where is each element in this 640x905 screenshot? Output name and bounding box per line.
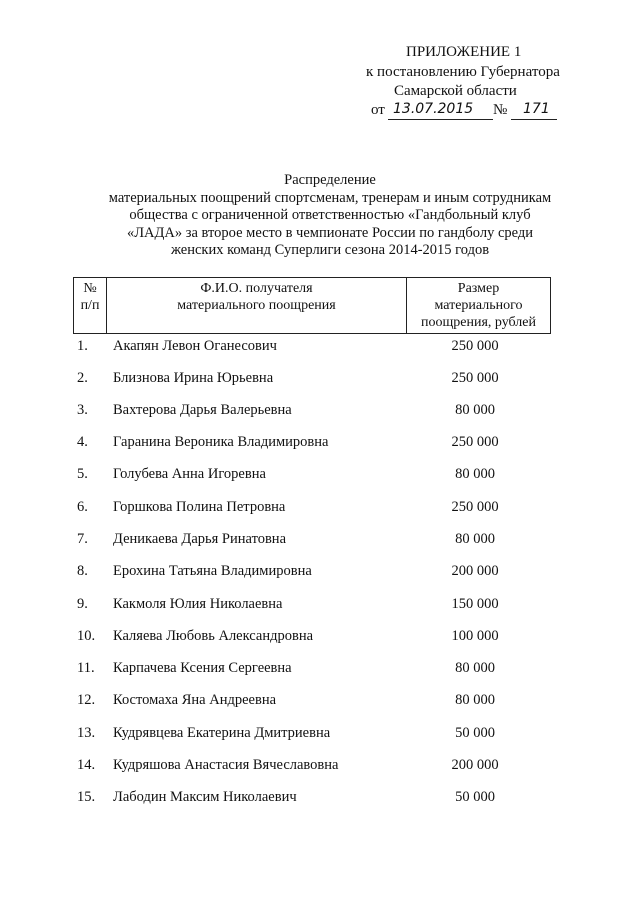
table-row: 2. Близнова Ирина Юрьевна 250 000	[77, 370, 499, 386]
header-recipient-name: Ф.И.О. получателя материального поощрения	[106, 278, 406, 333]
number-underline	[511, 119, 557, 120]
table-row: 13. Кудрявцева Екатерина Дмитриевна 50 000	[77, 725, 495, 741]
table-row: 7. Деникаева Дарья Ринатовна 80 000	[77, 531, 495, 547]
table-row: 9. Какмоля Юлия Николаевна 150 000	[77, 596, 499, 612]
table-row: 15. Лабодин Максим Николаевич 50 000	[77, 789, 495, 805]
date-prefix: от	[371, 102, 385, 118]
title-line-4: «ЛАДА» за второе место в чемпионате России по гандболу среди	[126, 224, 534, 241]
header-number: № п/п	[80, 281, 100, 313]
document-title	[60, 172, 600, 260]
title-line-3: общества с ограниченной ответственностью «Гандбольный клуб	[129, 207, 531, 224]
table-row: 12. Костомаха Яна Андреевна 80 000	[77, 692, 495, 708]
title-line-1: Распределение	[284, 172, 376, 188]
region-name: Самарской области	[394, 83, 517, 99]
number-prefix: №	[493, 102, 508, 118]
table-row: 11. Карпачева Ксения Сергеевна 80 000	[77, 660, 495, 676]
table-row: 10. Каляева Любовь Александровна 100 000	[77, 628, 499, 644]
table-row: 14. Кудряшова Анастасия Вячеславовна 200 000	[77, 757, 499, 773]
table-row: 4. Гаранина Вероника Владимировна 250 000	[77, 434, 499, 450]
header-amount: Размер материального поощрения, рублей	[406, 278, 550, 333]
decree-reference: к постановлению Губернатора	[366, 64, 560, 80]
table-row: 8. Ерохина Татьяна Владимировна 200 000	[77, 563, 499, 579]
title-line-2: материальных поощрений спортсменам, тренерам и иным сотрудникам	[108, 189, 552, 206]
decree-date-line	[371, 101, 561, 123]
date-underline	[388, 119, 493, 120]
table-row: 5. Голубева Анна Игоревна 80 000	[77, 466, 495, 482]
table-header	[73, 277, 551, 334]
table-row: 1. Акапян Левон Оганесович 250 000	[77, 338, 499, 354]
decree-date-value: 13.07.2015	[393, 101, 474, 117]
title-line-5: женских команд Суперлиги сезона 2014-2015 годов	[170, 242, 490, 259]
table-row: 3. Вахтерова Дарья Валерьевна 80 000	[77, 402, 495, 418]
decree-number-value: 171	[523, 101, 550, 117]
table-row: 6. Горшкова Полина Петровна 250 000	[77, 499, 499, 515]
appendix-title: ПРИЛОЖЕНИЕ 1	[406, 44, 522, 60]
